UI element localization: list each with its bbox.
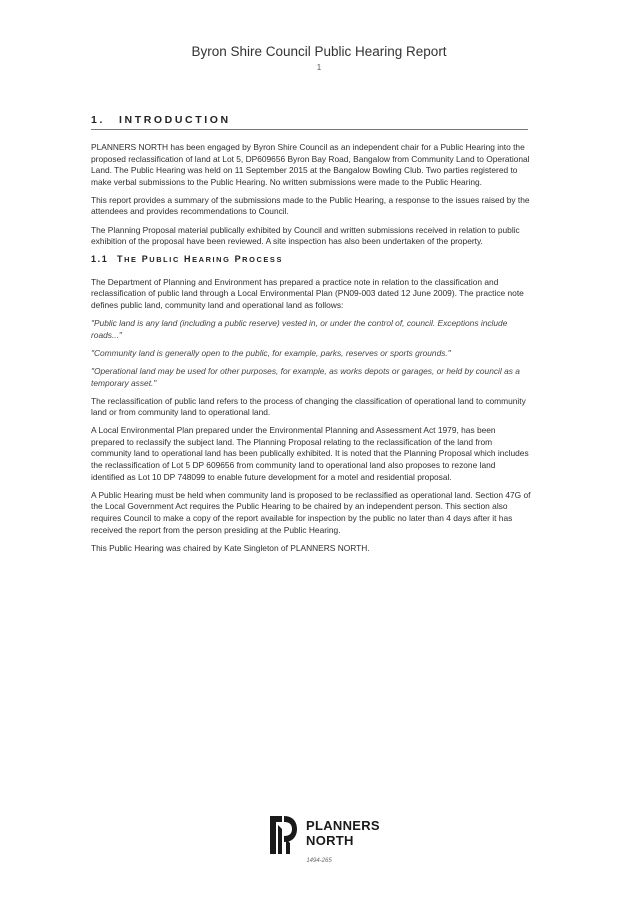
process-paragraph-1: The Department of Planning and Environment has prepared a practice note in relation to the classification and reclassification of public land through a Local Environmental Plan (PN09-003 dated 12 June 2009). The practice note defines public land, community land and operational land as follows: [91, 276, 524, 311]
heading-rule [91, 129, 528, 130]
subsection-heading-public-hearing-process [91, 254, 531, 266]
planners-north-logo [268, 813, 398, 861]
subsection-title-word: THE [117, 254, 138, 265]
quote-community-land: "Community land is generally open to the public, for example, parks, reserves or sports grounds." [91, 347, 451, 358]
quote-operational-land: "Operational land may be used for other purposes, for example, as works depots or garages, or held by council as a temporary asset." [91, 365, 520, 388]
document-body [91, 142, 531, 561]
document-code: 1494-265 [306, 858, 332, 864]
intro-paragraph-3: The Planning Proposal material publically exhibited by Council and written submissions received in relation to public exhibition of the proposal have been reviewed. A site inspection has also been undertaken of the property. [91, 224, 520, 247]
logo-wordmark: PLANNERS NORTH [306, 818, 380, 848]
section-heading-introduction [91, 114, 528, 126]
section-title: INTRODUCTION [119, 114, 231, 126]
subsection-title-word: HEARING [184, 254, 231, 265]
quote-public-land: "Public land is any land (including a public reserve) vested in, or under the control of, council. Exceptions include roads..." [91, 318, 508, 340]
subsection-number: 1.1 [91, 254, 109, 265]
subsection-title-word: PROCESS [234, 254, 283, 265]
intro-paragraph-1: PLANNERS NORTH has been engaged by Byron Shire Council as an independent chair for a Public Hearing into the proposed reclassification of land at Lot 5, DP609656 Byron Bay Road, Bangalow from Community Land to Operational Land. The Public Hearing was held on 11 September 2015 at the Bangalow Bowling Club. Two parties registered to make verbal submissions to the Public Hearing. No written submissions were made to the Public Hearing. [91, 142, 530, 187]
section-number: 1. [91, 114, 105, 126]
intro-paragraph-2: This report provides a summary of the submissions made to the Public Hearing, a response to the issues raised by the attendees and provides recommendations to Council. [91, 194, 530, 217]
subsection-title-word: PUBLIC [141, 254, 180, 265]
report-header-title: Byron Shire Council Public Hearing Report [191, 44, 447, 59]
process-paragraph-2: The reclassification of public land refers to the process of changing the classification of operational land to community land or from community land to operational land. [91, 395, 526, 418]
planners-north-logo-mark-icon [268, 813, 298, 857]
process-paragraph-3: A Local Environmental Plan prepared under the Environmental Planning and Assessment Act 1979, has been prepared to reclassify the subject land. The Planning Proposal relating to the reclassification of the land from community land to operational land has been publically exhibited. It is noted that the Planning Proposal which includes the reclassification of Lot 5 DP 609656 from community land to operational land also proposes to rezone land identified as Lot 10 DP 748099 to enable future development for a motel and residential proposal. [91, 425, 529, 482]
process-paragraph-5: This Public Hearing was chaired by Kate Singleton of PLANNERS NORTH. [91, 542, 370, 553]
page-number: 1 [316, 63, 322, 72]
process-paragraph-4: A Public Hearing must be held when community land is proposed to be reclassified as operational land. Section 47G of the Local Government Act requires the Public Hearing to be chaired by an independent person. This section also requires Council to make a copy of the report available for inspection by the public no later than 4 days after it has received the report from the person presiding at the Public Hearing. [91, 489, 531, 535]
